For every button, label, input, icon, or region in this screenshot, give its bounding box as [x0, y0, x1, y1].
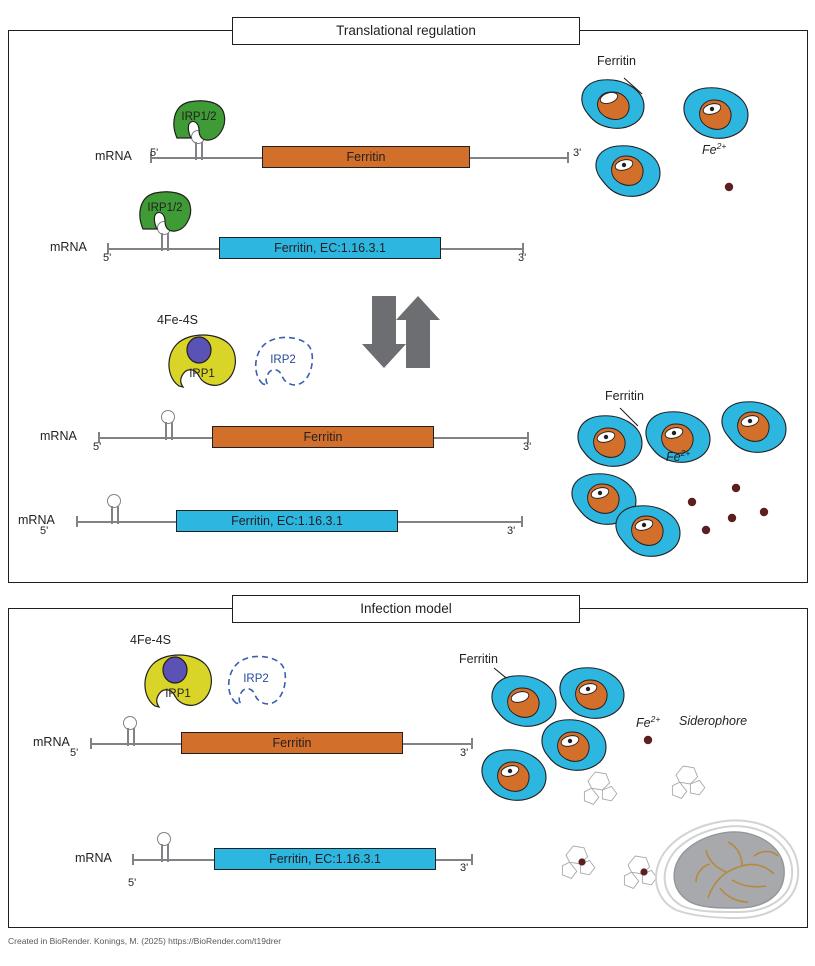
five-prime-label-p1-r2: 5' [103, 252, 112, 264]
hairpin-loop-p2-r1 [122, 716, 140, 746]
protein-irp1-2-p1-r2 [135, 189, 195, 235]
protein-irp1-p1 [163, 330, 241, 392]
ferritin-cells-top-p1 [566, 68, 806, 203]
five-prime-label-p2-r1: 5' [70, 747, 79, 759]
three-prime-label-p1-r4: 3' [507, 525, 516, 537]
mrna-label-p1-r4: mRNA [18, 513, 55, 527]
ferritin-annotation-p2: Ferritin [459, 652, 498, 666]
ferritin-annotation-bottom-p1: Ferritin [605, 389, 644, 403]
protein-irp1-2-label-p1-r2: IRP1/2 [147, 202, 183, 214]
protein-irp2-p2 [224, 655, 288, 709]
hairpin-loop-p2-r2 [156, 832, 174, 862]
mrna-strand-tick-left-p2-r1 [90, 738, 92, 749]
mrna-strand-tick-right-p1-r4 [521, 516, 523, 527]
iron-label-bottom-p1 [666, 448, 690, 464]
five-prime-label-p1-r3: 5' [93, 441, 102, 453]
gene-box-ferritin-ec-p1-r4: Ferritin, EC:1.16.3.1 [176, 510, 398, 532]
protein-irp1-label-p1: IRP1 [189, 368, 215, 380]
panel-title-infection-model: Infection model [232, 595, 580, 623]
cluster-4fe-4s-label-p2: 4Fe-4S [130, 633, 171, 647]
three-prime-label-p1-r1: 3' [573, 147, 582, 159]
five-prime-label-p1-r1: 5' [150, 147, 159, 159]
biorender-credit: Created in BioRender. Konings, M. (2025) https://BioRender.com/t19drer [8, 936, 282, 946]
mrna-label-p1-r1: mRNA [95, 149, 132, 163]
three-prime-label-p1-r2: 3' [518, 252, 527, 264]
five-prime-label-p1-r4: 5' [40, 525, 49, 537]
iron-symbol-p2: Fe [636, 716, 651, 731]
gene-box-ferritin-ec-p2-r2: Ferritin, EC:1.16.3.1 [214, 848, 436, 870]
mrna-label-p1-r2: mRNA [50, 240, 87, 254]
three-prime-label-p1-r3: 3' [523, 441, 532, 453]
mrna-label-p2-r1: mRNA [33, 735, 70, 749]
hairpin-loop-p1-r4 [106, 494, 124, 524]
iron-charge-p2: 2+ [650, 714, 661, 724]
mrna-strand-tick-left-p1-r4 [76, 516, 78, 527]
iron-charge-bottom-p1: 2+ [680, 448, 691, 458]
protein-irp2-label-p2: IRP2 [243, 673, 269, 685]
mrna-label-p2-r2: mRNA [75, 851, 112, 865]
gene-box-ferritin-p1-r1: Ferritin [262, 146, 470, 168]
gene-box-ferritin-ec-p1-r2: Ferritin, EC:1.16.3.1 [219, 237, 441, 259]
ferritin-annotation-top-p1: Ferritin [597, 54, 636, 68]
gene-box-ferritin-p2-r1: Ferritin [181, 732, 403, 754]
iron-label-top-p1 [702, 141, 726, 157]
equilibrium-arrows [362, 296, 442, 375]
ferritin-cells-bottom-p1 [560, 400, 806, 560]
cluster-4fe-4s-label-p1: 4Fe-4S [157, 313, 198, 327]
protein-irp1-p2 [139, 650, 217, 712]
three-prime-label-p2-r2: 3' [460, 862, 469, 874]
infection-scene-p2 [470, 660, 806, 922]
protein-irp2-label-p1: IRP2 [270, 354, 296, 366]
mrna-strand-tick-left-p2-r2 [132, 854, 134, 865]
protein-irp1-label-p2: IRP1 [165, 688, 191, 700]
three-prime-label-p2-r1: 3' [460, 747, 469, 759]
gene-box-ferritin-p1-r3: Ferritin [212, 426, 434, 448]
panel-title-translational-regulation: Translational regulation [232, 17, 580, 45]
mrna-label-p1-r3: mRNA [40, 429, 77, 443]
iron-symbol-top-p1: Fe [702, 143, 717, 158]
iron-charge-top-p1: 2+ [716, 141, 727, 151]
protein-irp2-p1 [251, 336, 315, 390]
protein-irp1-2-p1-r1 [169, 98, 229, 144]
hairpin-loop-p1-r3 [160, 410, 178, 440]
five-prime-label-p2-r2: 5' [128, 877, 137, 889]
protein-irp1-2-label-p1-r1: IRP1/2 [181, 111, 217, 123]
siderophore-label-p2: Siderophore [679, 714, 748, 728]
iron-symbol-bottom-p1: Fe [666, 450, 681, 465]
